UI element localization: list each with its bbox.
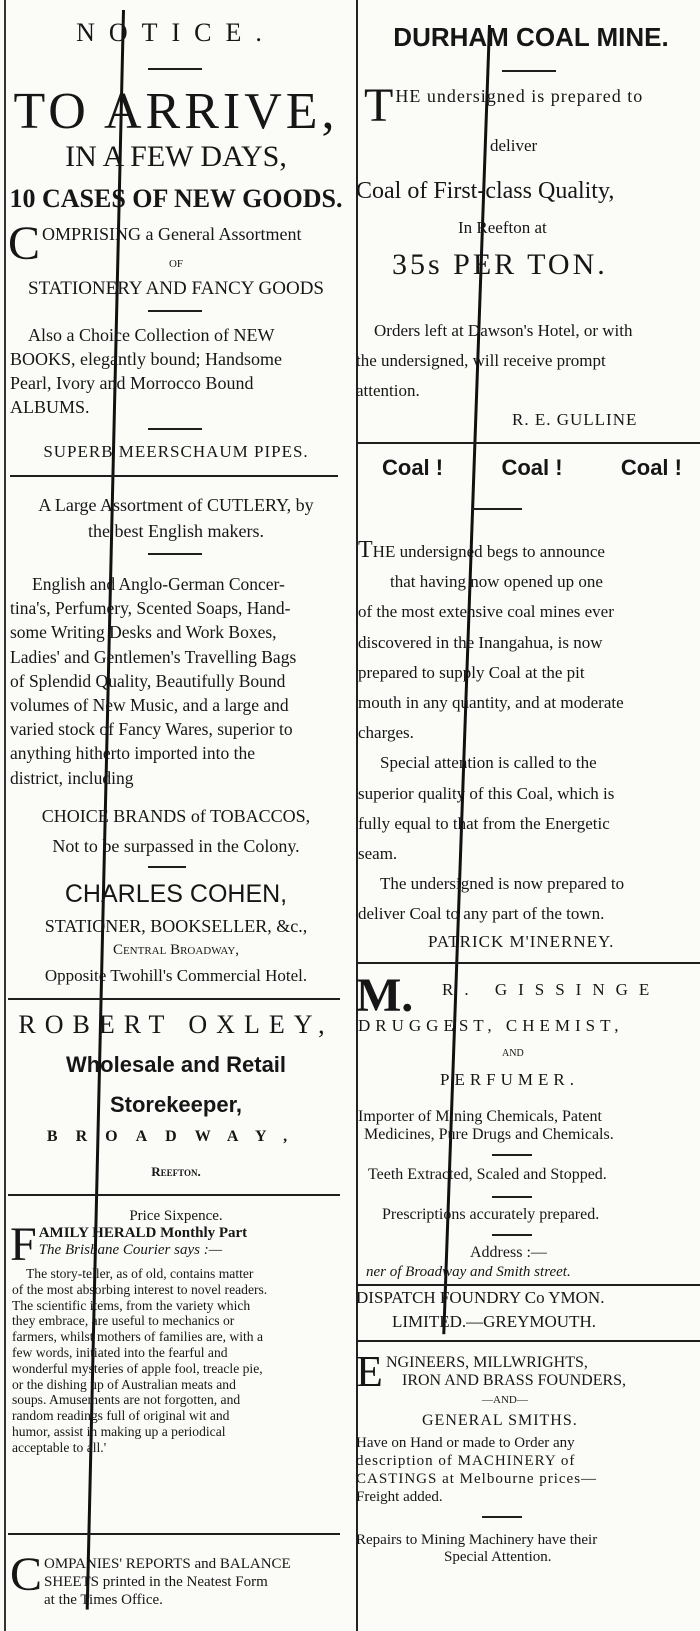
- text-line: BOOKS, elegantly bound; Handsome: [10, 349, 282, 369]
- text-line: random readings full of original wit and: [12, 1408, 230, 1424]
- orders-text: [356, 316, 632, 406]
- drop-cap: F: [10, 1218, 37, 1271]
- rule: [148, 866, 186, 868]
- gissing-name: R. GISSINGE: [442, 980, 661, 999]
- rule: [472, 508, 522, 510]
- text-line: acceptable to all.': [12, 1439, 107, 1455]
- text-line: superior quality of this Coal, which is: [358, 783, 615, 803]
- announce-text: [358, 535, 624, 930]
- text-line: SHEETS printed in the Neatest Form: [44, 1574, 268, 1590]
- rule: [8, 1194, 340, 1196]
- rule: [492, 1196, 532, 1198]
- text-line: seam.: [358, 844, 398, 864]
- rule: [502, 70, 556, 72]
- text-line: some Writing Desks and Work Boxes,: [10, 622, 277, 643]
- drop-cap: T: [358, 537, 373, 563]
- text-line: the best English makers.: [88, 521, 264, 541]
- drop-cap: C: [8, 217, 41, 270]
- central-line: Central Broadway,: [112, 942, 240, 958]
- text-line: OMPANIES' REPORTS and BALANCE: [44, 1556, 291, 1572]
- text-line: volumes of New Music, and a large and: [10, 695, 289, 716]
- text-line: at the Times Office.: [44, 1592, 163, 1608]
- text-line: Special Attention.: [444, 1549, 552, 1565]
- surpassed-line: Not to be surpassed in the Colony.: [52, 836, 300, 856]
- right-column: [356, 0, 700, 1631]
- price-line: Price Sixpence.: [129, 1208, 223, 1224]
- patrick-signature: PATRICK M'INERNEY.: [428, 932, 615, 951]
- choice-text: [10, 323, 282, 419]
- text-line: of Splendid Quality, Beautifully Bound: [10, 670, 286, 691]
- and-divider: —AND—: [482, 1394, 528, 1406]
- text-line: Orders left at Dawson's Hotel, or with: [374, 321, 633, 340]
- rule: [8, 998, 340, 1000]
- text-line: Special attention is called to the: [380, 753, 597, 773]
- teeth-line: Teeth Extracted, Scaled and Stopped.: [368, 1166, 607, 1183]
- text-line: CASTINGS at Melbourne prices—: [356, 1471, 598, 1487]
- text-line: mouth in any quantity, and at moderate: [358, 693, 624, 713]
- tobaccos-line: CHOICE BRANDS of TOBACCOS,: [41, 806, 311, 826]
- text-line: The scientific items, from the variety which: [12, 1297, 251, 1313]
- text-line: Pearl, Ivory and Morrocco Bound: [10, 373, 254, 393]
- prescriptions-line: Prescriptions accurately prepared.: [382, 1206, 600, 1223]
- importer-text: [358, 1108, 614, 1144]
- wholesale-line: Wholesale and Retail: [65, 1052, 287, 1077]
- text-line: fully equal to that from the Energetic: [358, 813, 610, 833]
- text-line: Importer of Mining Chemicals, Patent: [358, 1108, 602, 1125]
- to-arrive-heading: TO ARRIVE,: [13, 83, 339, 140]
- text-line: that having now opened up one: [390, 572, 603, 592]
- text-line: HE undersigned begs to announce: [372, 542, 605, 561]
- text-line: Medicines, Pure Drugs and Chemicals.: [364, 1126, 614, 1143]
- stationer-line: STATIONER, BOOKSELLER, &c.,: [44, 916, 308, 936]
- gulline-signature: R. E. GULLINE: [512, 410, 638, 429]
- corner-line: ner of Broadway and Smith street.: [366, 1264, 571, 1280]
- text-line: discovered in the Inangahua, is now: [358, 632, 603, 652]
- have-on-hand-text: [356, 1434, 597, 1506]
- pipes-line: SUPERB MEERSCHAUM PIPES.: [43, 442, 309, 461]
- rule: [148, 68, 202, 70]
- and-label: AND: [502, 1048, 524, 1059]
- storekeeper-line: Storekeeper,: [109, 1092, 243, 1117]
- few-days-heading: IN A FEW DAYS,: [65, 140, 287, 173]
- coal-word: Coal !: [382, 455, 444, 480]
- text-line: attention.: [356, 381, 420, 400]
- text-line: they embrace, are useful to mechanics or: [12, 1313, 235, 1329]
- cases-heading: 10 CASES OF NEW GOODS.: [9, 184, 343, 213]
- text-line: description of MACHINERY of: [356, 1453, 576, 1469]
- text-line: prepared to supply Coal at the pit: [358, 662, 585, 682]
- text-line: farmers, whilst mothers of families are, with a: [12, 1329, 264, 1345]
- text-line: humor, assist in making up a periodical: [12, 1423, 226, 1439]
- text-line: A Large Assortment of CUTLERY, by: [38, 495, 314, 515]
- rule: [492, 1154, 532, 1156]
- text-line: or the dishing up of Australian meats and: [12, 1376, 236, 1392]
- iron-founders-line: IRON AND BRASS FOUNDERS,: [402, 1372, 627, 1389]
- goods-text: [10, 572, 296, 790]
- rule: [148, 428, 202, 430]
- engineers-line: NGINEERS, MILLWRIGHTS,: [386, 1354, 588, 1371]
- text-line: tina's, Perfumery, Scented Soaps, Hand-: [10, 598, 291, 619]
- rule: [482, 1516, 522, 1518]
- text-line: Repairs to Mining Machinery have their: [356, 1532, 598, 1548]
- rule: [148, 310, 202, 312]
- text-line: of the most absorbing interest to novel readers.: [12, 1281, 268, 1297]
- coal-word: Coal !: [620, 455, 682, 480]
- text-line: ALBUMS.: [10, 397, 90, 417]
- rule: [10, 475, 338, 477]
- comprising-text: OMPRISING a General Assortment: [42, 224, 302, 244]
- text-line: AMILY HERALD Monthly Part: [38, 1225, 248, 1241]
- stationery-line: STATIONERY AND FANCY GOODS: [28, 278, 324, 299]
- rule: [148, 553, 202, 555]
- general-smiths-line: GENERAL SMITHS.: [422, 1412, 578, 1429]
- cutlery-text: [0, 492, 352, 544]
- text-line: varied stock of Fancy Wares, superior to: [10, 719, 293, 740]
- notice-heading: NOTICE.: [76, 18, 276, 47]
- rule: [356, 962, 700, 964]
- opposite-line: Opposite Twohill's Commercial Hotel.: [44, 966, 308, 985]
- cohen-heading: CHARLES COHEN,: [64, 880, 288, 908]
- text-line: deliver Coal to any part of the town.: [358, 904, 605, 924]
- text-line: The undersigned is now prepared to: [380, 874, 625, 894]
- of-label: OF: [168, 258, 184, 270]
- repairs-text: [356, 1532, 597, 1566]
- text-line: Have on Hand or made to Order any: [356, 1435, 575, 1451]
- perfumer-line: PERFUMER.: [440, 1070, 579, 1089]
- address-line: Address :—: [470, 1244, 547, 1261]
- rule: [356, 1284, 700, 1286]
- text-line: The story-teller, as of old, contains matter: [26, 1266, 254, 1281]
- family-herald-heading: [10, 1218, 248, 1271]
- rule: [8, 1533, 340, 1535]
- rule: [356, 1340, 700, 1342]
- m-drop-cap: M.: [356, 969, 414, 1022]
- price-per-ton: 35s PER TON.: [392, 248, 608, 281]
- coal-word: Coal !: [501, 455, 563, 480]
- text-line: district, including: [10, 767, 134, 788]
- in-reefton-line: In Reefton at: [458, 218, 547, 237]
- drop-cap: T: [364, 79, 394, 132]
- dispatch-heading: DISPATCH FOUNDRY Co YMON.: [356, 1288, 605, 1307]
- reefton-line: Reefton.: [151, 1164, 201, 1179]
- deliver-line: deliver: [490, 136, 538, 155]
- broadway-line: BROADWAY,: [46, 1128, 306, 1145]
- rule: [492, 1234, 532, 1236]
- text-line: the undersigned, will receive prompt: [356, 351, 606, 370]
- e-drop-cap: E: [356, 1347, 383, 1396]
- text-line: Also a Choice Collection of NEW: [28, 325, 275, 345]
- text-line: soups. Amusements are not forgotten, and: [12, 1392, 241, 1408]
- the-undersigned-line: [364, 79, 644, 132]
- text-line: anything hitherto imported into the: [10, 743, 255, 764]
- text-line: English and Anglo-German Concer-: [32, 574, 285, 594]
- drop-cap: C: [10, 1548, 43, 1601]
- durham-heading: DURHAM COAL MINE.: [393, 22, 669, 52]
- limited-line: LIMITED.—GREYMOUTH.: [392, 1312, 596, 1331]
- text-line: wonderful mysteries of apple fool, treacle pie,: [12, 1360, 263, 1376]
- coal-quality-line: Coal of First-class Quality,: [356, 178, 615, 204]
- text-line: charges.: [358, 723, 414, 743]
- text-line: The Brisbane Courier says :—: [38, 1242, 223, 1258]
- rule: [356, 442, 700, 444]
- companies-notice: [10, 1548, 291, 1609]
- text-line: HE undersigned is prepared to: [395, 86, 644, 106]
- text-line: few words, initiated into the fearful and: [12, 1344, 228, 1360]
- story-text: [12, 1266, 267, 1456]
- coal-coal-coal: [382, 455, 682, 481]
- oxley-heading: ROBERT OXLEY,: [18, 1010, 334, 1039]
- text-line: Freight added.: [356, 1489, 443, 1505]
- druggest-line: DRUGGEST, CHEMIST,: [358, 1016, 624, 1035]
- text-line: of the most extensive coal mines ever: [358, 602, 614, 622]
- text-line: Ladies' and Gentlemen's Travelling Bags: [10, 646, 297, 667]
